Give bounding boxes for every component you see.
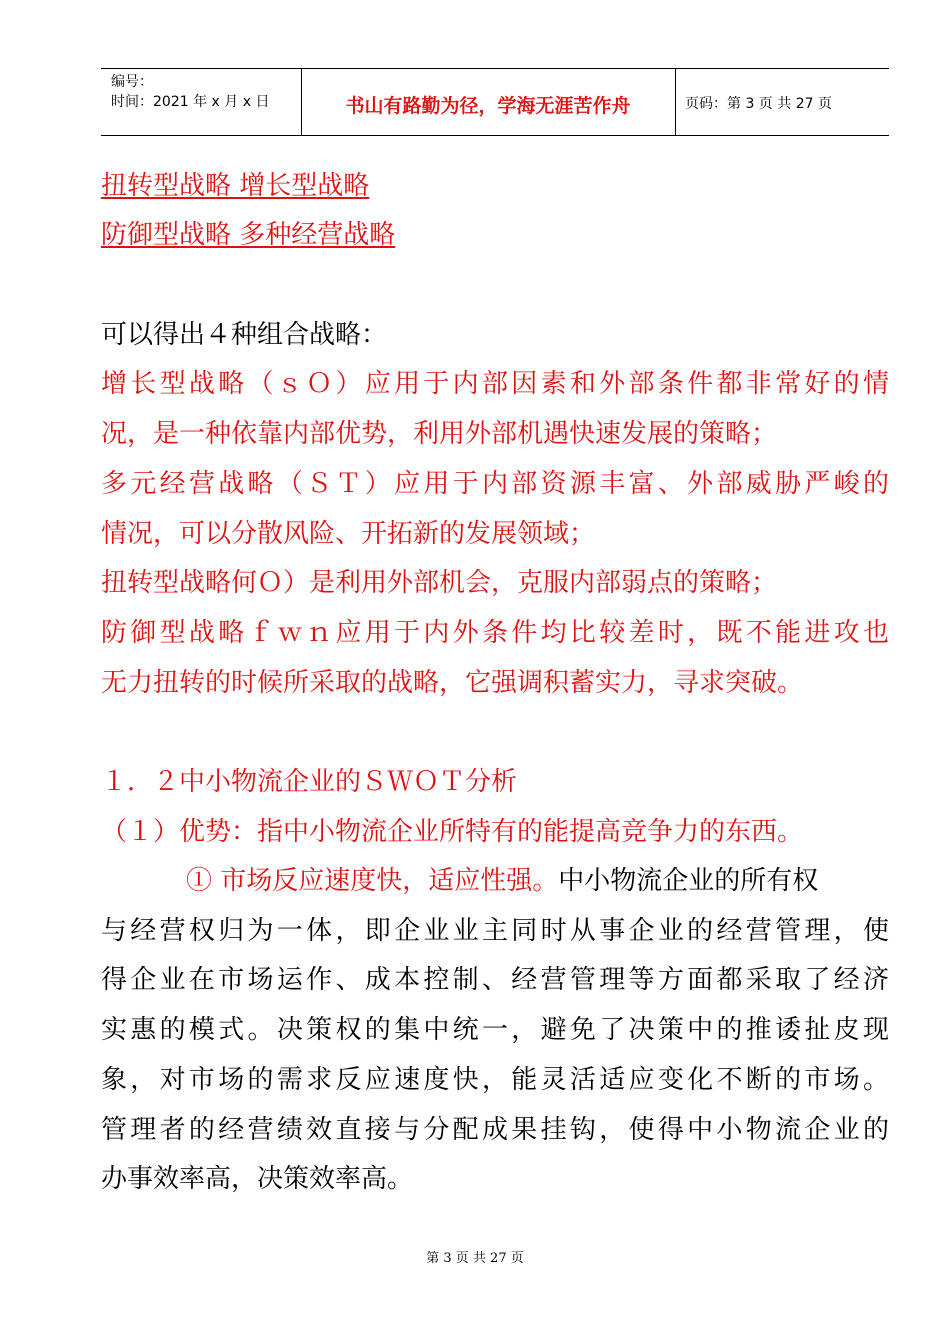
body-line: 办事效率高，决策效率高。 [101, 1164, 414, 1194]
section-title: １．２中小物流企业的ＳＷＯＴ分析 [101, 767, 518, 797]
body-line: 得企业在市场运作、成本控制、经营管理等方面都采取了经济 [101, 965, 889, 995]
paragraph-line: 多元经营战略（ＳＴ）应用于内部资源丰富、外部威胁严峻的 [101, 469, 889, 499]
strategy-link-1[interactable]: 扭转型战略 增长型战略 [101, 171, 370, 201]
paragraph-line: 无力扭转的时候所采取的战略，它强调积蓄实力，寻求突破。 [101, 668, 804, 698]
header-page-number: 页码：第 3 页 共 27 页 [685, 96, 832, 112]
body-line: 实惠的模式。决策权的集中统一，避免了决策中的推诿扯皮现 [101, 1015, 889, 1045]
body-line: 管理者的经营绩效直接与分配成果挂钩，使得中小物流企业的 [101, 1115, 889, 1145]
header-motto-cell [301, 69, 676, 135]
point-1-text: 中小物流企业的所有权 [558, 866, 819, 896]
body-line: 象，对市场的需求反应速度快，能灵活适应变化不断的市场。 [101, 1065, 889, 1095]
point-1-heading: ① 市场反应速度快，适应性强。 [186, 866, 559, 896]
strategy-link-2[interactable]: 防御型战略 多种经营战略 [101, 220, 396, 250]
number-label: 编号： [111, 74, 153, 90]
intro-text: 可以得出４种组合战略： [101, 320, 388, 350]
paragraph-line: 况，是一种依靠内部优势，利用外部机遇快速发展的策略； [101, 419, 778, 449]
motto: 书山有路勤为径，学海无涯苦作舟 [345, 95, 631, 117]
footer-page-number: 第 3 页 共 27 页 [426, 1251, 524, 1266]
paragraph-line: 扭转型战略何Ｏ）是利用外部机会，克服内部弱点的策略； [101, 568, 778, 598]
paragraph-line: 增长型战略（ｓＯ）应用于内部因素和外部条件都非常好的情 [101, 369, 889, 399]
body-line: 与经营权归为一体，即企业业主同时从事企业的经营管理，使 [101, 916, 889, 946]
subsection-title: （１）优势：指中小物流企业所特有的能提高竞争力的东西。 [101, 817, 804, 847]
point-1-line [186, 866, 818, 896]
page-header [101, 68, 889, 136]
paragraph-line: 情况，可以分散风险、开拓新的发展领域； [101, 519, 596, 549]
header-meta-cell [101, 69, 302, 135]
paragraph-line: 防御型战略ｆｗｎ应用于内外条件均比较差时，既不能进攻也 [101, 618, 889, 648]
time-label: 时间：2021 年 x 月 x 日 [111, 94, 270, 110]
header-page-cell [675, 69, 889, 135]
